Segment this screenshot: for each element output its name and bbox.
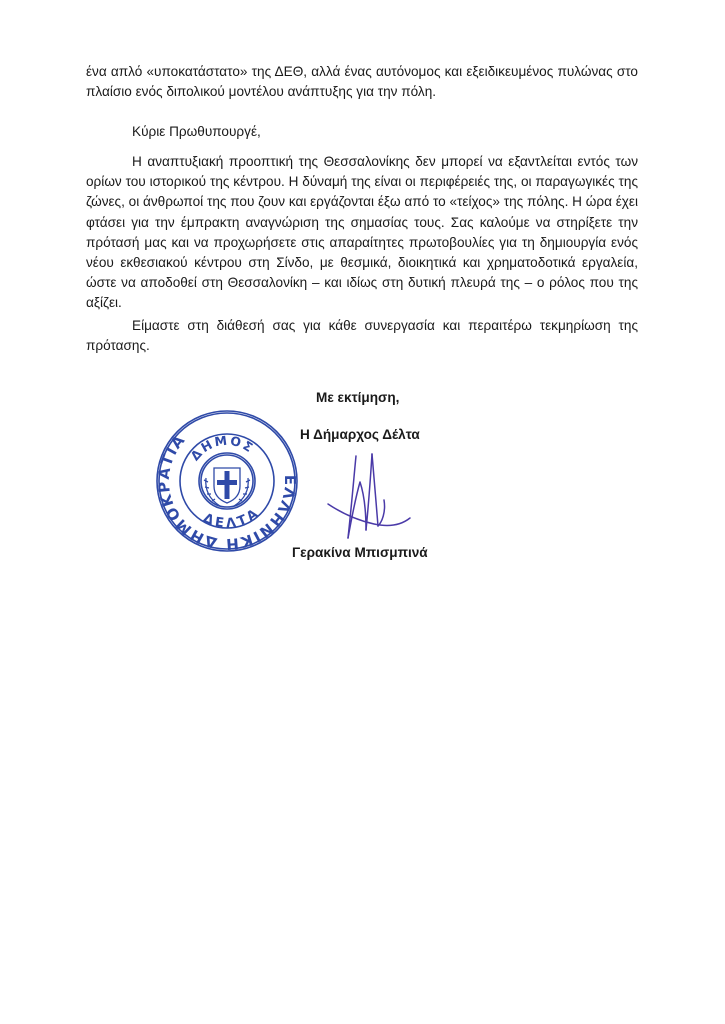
handwritten-signature	[326, 446, 412, 544]
closing-regards: Με εκτίμηση,	[316, 390, 400, 405]
salutation: Κύριε Πρωθυπουργέ,	[132, 124, 261, 139]
signer-title: Η Δήμαρχος Δέλτα	[300, 427, 420, 442]
official-seal-stamp	[154, 408, 300, 554]
paragraph-main: Η αναπτυξιακή προοπτική της Θεσσαλονίκης δεν μπορεί να εξαντλείται εντός των ορίων του ιστορικού της κέντρου. Η δύναμή της είναι οι περιφέρειές της, οι παραγωγικές της ζώνες, οι άνθρωποί της που ζουν και εργάζονται έξω από το «τείχος» της πόλης. Η ώρα έχει φτάσει για την έμπρακτη αναγνώριση της σημασίας τους. Σας καλούμε να στηρίξετε την πρότασή μας και να προχωρήσετε στις απαραίτητες πρωτοβουλίες για τη δημιουργία ενός νέου εκθεσιακού κέντρου στη Σίνδο, με θεσμικά, διοικητικά και χρηματοδοτικά εργαλεία, ώστε να αποδοθεί στη Θεσσαλονίκη – και ιδίως στη δυτική πλευρά της – ο ρόλος που της αξίζει.	[86, 154, 638, 311]
svg-text:ΔΗΜΟΣ	[187, 432, 257, 463]
seal-outer-text: ΕΛΛΗΝΙΚΗ ΔΗΜΟΚΡΑΤΙΑ	[154, 430, 300, 554]
seal-inner-text: ΔΗΜΟΣ	[187, 432, 258, 464]
signer-name: Γερακίνα Μπισμπινά	[292, 545, 428, 560]
paragraph-closing: Είμαστε στη διάθεσή σας για κάθε συνεργασία και περαιτέρω τεκμηρίωση της πρότασης.	[86, 318, 638, 354]
paragraph-continuation: ένα απλό «υποκατάστατο» της ΔΕΘ, αλλά ένας αυτόνομος και εξειδικευμένος πυλώνας στο πλαίσιο ενός διπολικού μοντέλου ανάπτυξης για την πόλη.	[86, 64, 638, 100]
seal-bottom-text: ΔΕΛΤΑ	[200, 505, 264, 532]
